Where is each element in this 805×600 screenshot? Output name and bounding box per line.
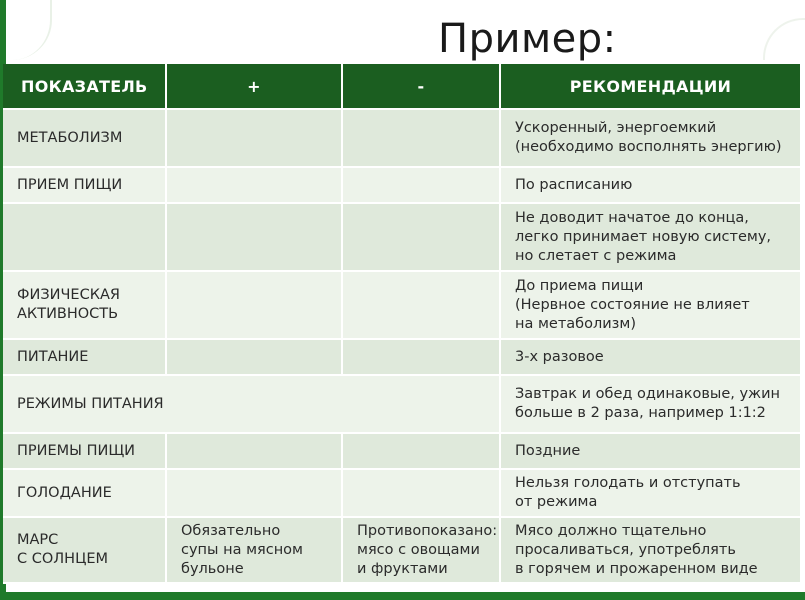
row-parameter: ПИТАНИЕ bbox=[3, 340, 167, 376]
recommendations-table bbox=[3, 64, 802, 584]
row-parameter: ФИЗИЧЕСКАЯ АКТИВНОСТЬ bbox=[3, 272, 167, 340]
row-plus bbox=[167, 168, 343, 204]
row-recommendation: По расписанию bbox=[501, 168, 802, 204]
table-row bbox=[3, 376, 802, 434]
row-minus bbox=[343, 470, 501, 518]
row-minus bbox=[343, 168, 501, 204]
row-parameter: ПРИЕМЫ ПИЩИ bbox=[3, 434, 167, 470]
row-minus: Противопоказано: мясо с овощами и фруктами bbox=[343, 518, 501, 584]
page-title: Пример: bbox=[438, 16, 617, 62]
row-parameter: МАРС С СОЛНЦЕМ bbox=[3, 518, 167, 584]
row-recommendation: Не доводит начатое до конца, легко принимает новую систему, но слетает с режима bbox=[501, 204, 802, 272]
header-minus: - bbox=[343, 64, 501, 110]
table-row bbox=[3, 518, 802, 584]
row-recommendation: Мясо должно тщательно просаливаться, употреблять в горячем и прожаренном виде bbox=[501, 518, 802, 584]
decorative-curve-right bbox=[763, 18, 805, 60]
row-recommendation: До приема пищи (Нервное состояние не влияет на метаболизм) bbox=[501, 272, 802, 340]
row-plus bbox=[167, 434, 343, 470]
table-row bbox=[3, 340, 802, 376]
header-recommendations: РЕКОМЕНДАЦИИ bbox=[501, 64, 802, 110]
row-plus bbox=[167, 340, 343, 376]
decorative-curve bbox=[10, 0, 52, 60]
row-minus bbox=[343, 340, 501, 376]
row-recommendation: Ускоренный, энергоемкий (необходимо восполнять энергию) bbox=[501, 110, 802, 168]
row-minus bbox=[343, 204, 501, 272]
row-minus bbox=[343, 110, 501, 168]
row-plus bbox=[167, 110, 343, 168]
table-row bbox=[3, 272, 802, 340]
row-recommendation: Поздние bbox=[501, 434, 802, 470]
table-row bbox=[3, 110, 802, 168]
row-plus: Обязательно супы на мясном бульоне bbox=[167, 518, 343, 584]
table-row bbox=[3, 204, 802, 272]
row-parameter: МЕТАБОЛИЗМ bbox=[3, 110, 167, 168]
row-minus bbox=[343, 272, 501, 340]
row-parameter: РЕЖИМЫ ПИТАНИЯ bbox=[3, 376, 501, 434]
table-row bbox=[3, 168, 802, 204]
row-parameter: ПРИЕМ ПИЩИ bbox=[3, 168, 167, 204]
header-plus: + bbox=[167, 64, 343, 110]
row-parameter: ГОЛОДАНИЕ bbox=[3, 470, 167, 518]
row-plus bbox=[167, 272, 343, 340]
table-row bbox=[3, 470, 802, 518]
row-recommendation: Нельзя голодать и отступать от режима bbox=[501, 470, 802, 518]
row-recommendation: 3-х разовое bbox=[501, 340, 802, 376]
row-plus bbox=[167, 470, 343, 518]
table-header-row bbox=[3, 64, 802, 110]
table-row bbox=[3, 434, 802, 470]
row-plus bbox=[167, 204, 343, 272]
row-recommendation: Завтрак и обед одинаковые, ужин больше в 2 раза, например 1:1:2 bbox=[501, 376, 802, 434]
header-parameter: ПОКАЗАТЕЛЬ bbox=[3, 64, 167, 110]
bottom-accent-band bbox=[0, 592, 805, 600]
row-parameter bbox=[3, 204, 167, 272]
row-minus bbox=[343, 434, 501, 470]
